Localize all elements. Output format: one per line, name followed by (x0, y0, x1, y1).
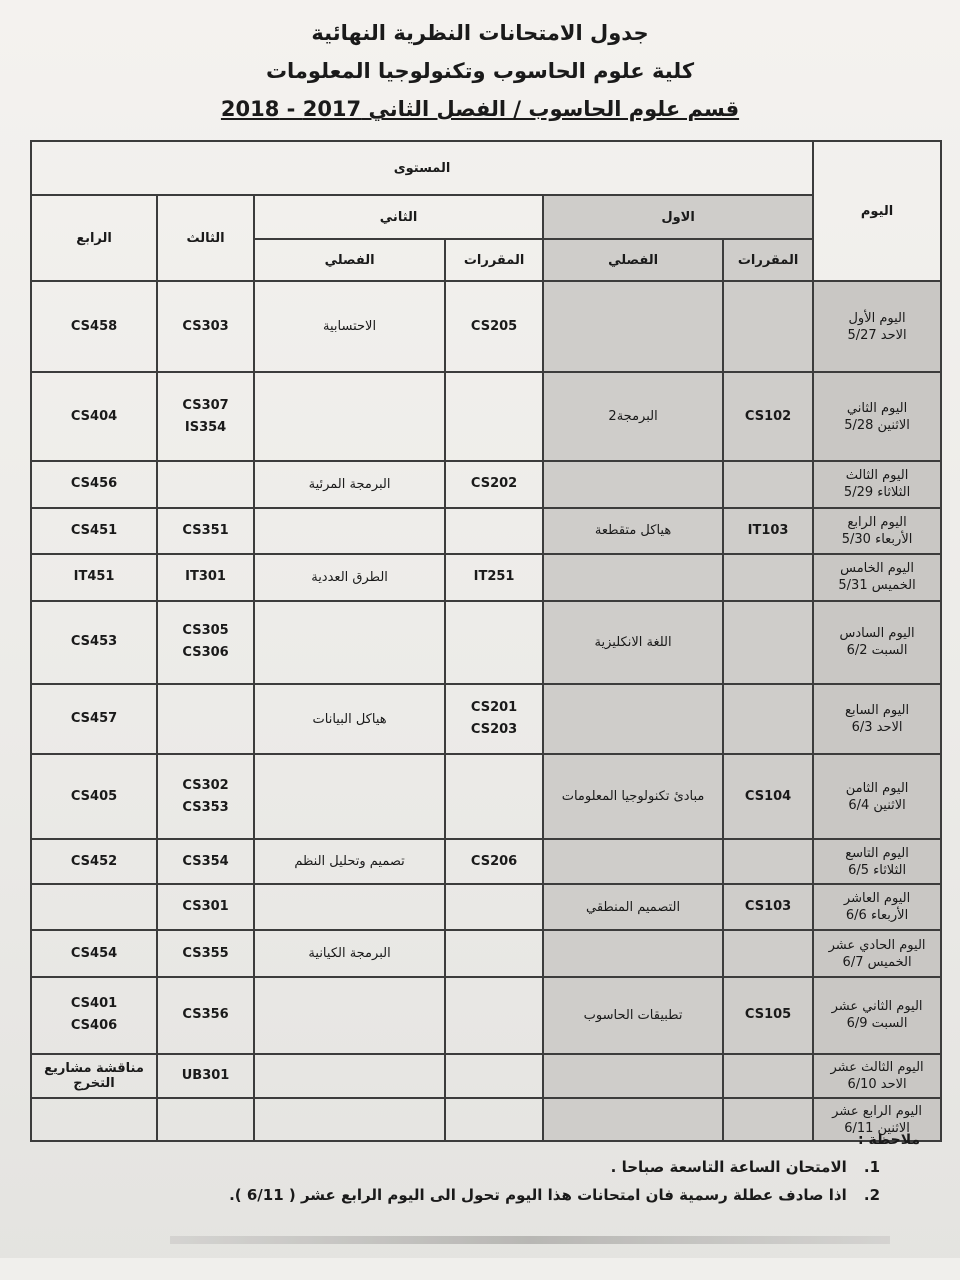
first-level-course (723, 839, 813, 884)
third-level-course: IT301 (157, 554, 254, 601)
header-level-first: الاول (543, 195, 813, 239)
notes-heading: ملاحظة : (858, 1132, 920, 1148)
second-level-term: هياكل البيانات (254, 684, 445, 755)
day-cell (813, 684, 941, 755)
second-level-term (254, 372, 445, 461)
day-cell (813, 1054, 941, 1099)
fourth-level-course: CS404 (31, 372, 157, 461)
third-level-course: CS356 (157, 977, 254, 1054)
day-cell (813, 839, 941, 884)
table-row (31, 508, 941, 555)
first-level-course (723, 684, 813, 755)
first-level-course: CS105 (723, 977, 813, 1054)
second-level-course (445, 930, 543, 977)
first-level-term (543, 684, 723, 755)
day-cell (813, 754, 941, 839)
third-level-course: UB301 (157, 1054, 254, 1099)
fourth-level-course (31, 884, 157, 931)
third-level-course: CS355 (157, 930, 254, 977)
table-row (31, 977, 941, 1054)
table-row (31, 554, 941, 601)
second-level-term (254, 977, 445, 1054)
day-cell (813, 977, 941, 1054)
day-date: الخميس 6/7 (842, 954, 912, 970)
day-label: اليوم الثالث (845, 468, 909, 484)
first-level-course (723, 281, 813, 372)
day-label: اليوم السابع (845, 703, 910, 719)
fourth-level-course: CS457 (31, 684, 157, 755)
day-date: السبت 6/2 (846, 643, 908, 659)
fourth-level-course: CS453 (31, 601, 157, 684)
day-label: اليوم الخامس (840, 561, 914, 577)
second-level-course: CS206 (445, 839, 543, 884)
table-row (31, 884, 941, 931)
table-row (31, 839, 941, 884)
day-label: اليوم الرابع (847, 514, 907, 530)
day-date: الاثنين 5/28 (844, 417, 910, 433)
third-level-course: CS305 CS306 (157, 601, 254, 684)
day-label: اليوم التاسع (845, 845, 909, 861)
note-text: اذا صادف عطلة رسمية فان امتحانات هذا اليوم تحول الى اليوم الرابع عشر ( 6/11 ). (229, 1186, 847, 1204)
second-level-course (445, 977, 543, 1054)
second-level-course (445, 754, 543, 839)
third-level-course (157, 684, 254, 755)
table-row (31, 684, 941, 755)
table-row (31, 461, 941, 508)
second-level-term: البرمجة المرئية (254, 461, 445, 508)
day-label: اليوم الرابع عشر (832, 1103, 923, 1119)
second-level-course: CS202 (445, 461, 543, 508)
first-level-course: CS104 (723, 754, 813, 839)
table-row (31, 930, 941, 977)
day-label: اليوم العاشر (843, 891, 911, 907)
table-row (31, 601, 941, 684)
second-level-course (445, 372, 543, 461)
first-level-term (543, 554, 723, 601)
second-level-term: تصميم وتحليل النظم (254, 839, 445, 884)
first-level-term: التصميم المنطقي (543, 884, 723, 931)
third-level-course: CS303 (157, 281, 254, 372)
second-level-term: الطرق العددية (254, 554, 445, 601)
title-block (0, 14, 960, 128)
first-level-term: البرمجة2 (543, 372, 723, 461)
first-level-term (543, 461, 723, 508)
second-level-term: الاحتسابية (254, 281, 445, 372)
second-level-course (445, 1054, 543, 1099)
exam-schedule-table (30, 140, 942, 1142)
note-item (40, 1186, 880, 1204)
header-day: اليوم (813, 141, 941, 281)
day-date: الاحد 6/3 (851, 720, 903, 736)
second-level-term (254, 601, 445, 684)
third-level-course: CS301 (157, 884, 254, 931)
day-label: اليوم الثاني (846, 400, 908, 416)
fourth-level-course: CS401 CS406 (31, 977, 157, 1054)
day-date: الأربعاء 6/6 (845, 908, 909, 924)
table-row (31, 281, 941, 372)
first-level-term: مبادئ تكنولوجيا المعلومات (543, 754, 723, 839)
day-date: الاثنين 6/11 (844, 1120, 910, 1136)
first-level-course (723, 601, 813, 684)
second-level-course: CS201 CS203 (445, 684, 543, 755)
table-row (31, 754, 941, 839)
day-label: اليوم الحادي عشر (828, 937, 926, 953)
third-level-course: CS302 CS353 (157, 754, 254, 839)
first-level-course: CS102 (723, 372, 813, 461)
day-cell (813, 372, 941, 461)
day-date: الاثنين 6/4 (848, 797, 906, 813)
note-number: 1. (863, 1158, 880, 1176)
second-level-course (445, 601, 543, 684)
day-date: الاحد 6/10 (847, 1077, 907, 1093)
fourth-level-course: CS458 (31, 281, 157, 372)
first-level-term: تطبيقات الحاسوب (543, 977, 723, 1054)
note-number: 2. (863, 1186, 880, 1204)
header-level-fourth: الرابع (31, 195, 157, 281)
fourth-level-course: CS405 (31, 754, 157, 839)
day-date: الخميس 5/31 (838, 578, 916, 594)
notes-section (40, 1132, 920, 1214)
first-level-course: CS103 (723, 884, 813, 931)
day-date: الأربعاء 5/30 (841, 531, 913, 547)
first-level-course: IT103 (723, 508, 813, 555)
page-title: جدول الامتحانات النظرية النهائية (311, 21, 649, 45)
day-cell (813, 601, 941, 684)
fourth-level-course: مناقشة مشاريع التخرج (31, 1054, 157, 1099)
header-second-courses: المقررات (445, 239, 543, 281)
first-level-course (723, 554, 813, 601)
second-level-term (254, 1054, 445, 1099)
first-level-term (543, 1054, 723, 1099)
third-level-course: CS307 IS354 (157, 372, 254, 461)
header-level-third: الثالث (157, 195, 254, 281)
second-level-term (254, 884, 445, 931)
day-date: السبت 6/9 (846, 1016, 908, 1032)
day-label: اليوم الثامن (845, 780, 909, 796)
fourth-level-course: CS452 (31, 839, 157, 884)
first-level-term (543, 930, 723, 977)
fourth-level-course: CS451 (31, 508, 157, 555)
day-cell (813, 281, 941, 372)
day-date: الثلاثاء 6/5 (848, 862, 907, 878)
day-cell (813, 461, 941, 508)
fourth-level-course: CS454 (31, 930, 157, 977)
note-item (40, 1158, 880, 1176)
table-row (31, 1054, 941, 1099)
first-level-term: اللغة الانكليزية (543, 601, 723, 684)
day-label: اليوم السادس (839, 626, 915, 642)
day-cell (813, 884, 941, 931)
day-label: اليوم الأول (848, 310, 906, 326)
fourth-level-course: CS456 (31, 461, 157, 508)
day-cell (813, 508, 941, 555)
day-cell (813, 554, 941, 601)
first-level-term: هياكل متقطعة (543, 508, 723, 555)
third-level-course (157, 461, 254, 508)
second-level-term: البرمجة الكيانية (254, 930, 445, 977)
fourth-level-course: IT451 (31, 554, 157, 601)
day-cell (813, 930, 941, 977)
cut-off-text-line (170, 1236, 890, 1244)
second-level-term (254, 754, 445, 839)
day-label: اليوم الثاني عشر (831, 999, 923, 1015)
first-level-course (723, 930, 813, 977)
first-level-course (723, 461, 813, 508)
day-date: الثلاثاء 5/29 (843, 485, 911, 501)
header-first-courses: المقررات (723, 239, 813, 281)
second-level-course (445, 884, 543, 931)
day-date: الاحد 5/27 (847, 327, 907, 343)
college-name: كلية علوم الحاسوب وتكنولوجيا المعلومات (265, 59, 695, 83)
header-level-second: الثاني (254, 195, 543, 239)
header-level: المستوى (31, 141, 813, 195)
table-row (31, 372, 941, 461)
second-level-course (445, 508, 543, 555)
third-level-course: CS351 (157, 508, 254, 555)
header-first-term: الفصلي (543, 239, 723, 281)
page-bottom-edge (0, 1258, 960, 1280)
third-level-course: CS354 (157, 839, 254, 884)
first-level-term (543, 839, 723, 884)
note-text: الامتحان الساعة التاسعة صباحا . (610, 1158, 847, 1176)
department-semester: قسم علوم الحاسوب / الفصل الثاني 2017 - 2018 (220, 97, 740, 121)
day-label: اليوم الثالث عشر (830, 1060, 924, 1076)
first-level-course (723, 1054, 813, 1099)
second-level-term (254, 508, 445, 555)
header-second-term: الفصلي (254, 239, 445, 281)
first-level-term (543, 281, 723, 372)
second-level-course: CS205 (445, 281, 543, 372)
second-level-course: IT251 (445, 554, 543, 601)
